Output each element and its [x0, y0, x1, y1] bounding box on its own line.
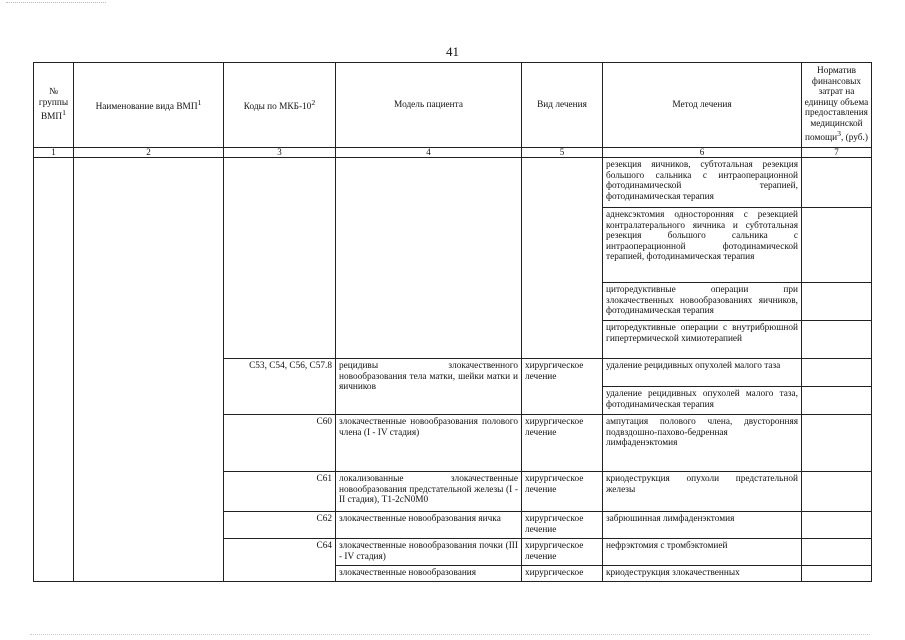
header-icd-codes: [224, 63, 336, 148]
cost-cell: [802, 512, 872, 539]
cost-cell: [802, 472, 872, 512]
treatment-method-cell: нефрэктомия с тромбэктомией: [603, 539, 802, 566]
treatment-method-cell: удаление рецидивных опухолей малого таза: [603, 359, 802, 387]
header-patient-model: Модель пациента: [336, 63, 522, 148]
column-number: 5: [522, 148, 603, 158]
header-vmp-name-text: Наименование вида ВМП: [95, 101, 198, 112]
header-icd-codes-text: Коды по МКБ-10: [243, 101, 312, 112]
header-group-number-text: № группы ВМП: [38, 87, 69, 123]
treatment-type-cell: хирургическое лечение: [522, 512, 603, 539]
patient-model-cell: злокачественные новообразования полового члена (I - IV стадия): [336, 415, 522, 472]
cost-cell: [802, 158, 872, 208]
column-number: 3: [224, 148, 336, 158]
cost-cell: [802, 566, 872, 582]
icd-code-cell: C62: [224, 512, 336, 539]
cost-cell: [802, 387, 872, 415]
header-cost-norm: [802, 63, 872, 148]
patient-model-cell: злокачественные новообразования: [336, 566, 522, 582]
vmp-name-cell: [74, 158, 224, 582]
treatment-method-cell: забрюшинная лимфаденэктомия: [603, 512, 802, 539]
header-vmp-name: [74, 63, 224, 148]
treatment-method-cell: ампутация полового члена, двусторонняя подвздошно-пахово-бедренная лимфаденэктомия: [603, 415, 802, 472]
footnote-ref: 2: [311, 97, 316, 107]
header-cost-norm-text: Норматив финансовых затрат на единицу объема предоставления медицинской помощи: [804, 66, 869, 144]
group-number-cell: [34, 158, 74, 582]
treatment-type-cell: хирургическое лечение: [522, 359, 603, 415]
icd-code-cell: C61: [224, 472, 336, 512]
treatment-method-cell: резекция яичников, субтотальная резекция большого сальника с интраоперационной фотодинамической терапией, фотодинамическая терапия: [603, 158, 802, 208]
vmp-table: [33, 62, 872, 582]
scan-edge-mark: [6, 2, 106, 4]
treatment-method-cell: циторедуктивные операции при злокачественных новообразованиях яичников, фотодинамическая терапия: [603, 283, 802, 321]
cost-cell: [802, 208, 872, 283]
treatment-type-cell: хирургическое: [522, 566, 603, 582]
cost-cell: [802, 359, 872, 387]
header-cost-norm-unit: , (руб.): [841, 133, 868, 144]
treatment-method-cell: аднексэктомия односторонняя с резекцией контралатерального яичника и субтотальная резекция большого сальника с интраоперационной фотодинамической терапией, фотодинамическая терапия: [603, 208, 802, 283]
column-number-row: [34, 148, 872, 158]
treatment-type-cell: хирургическое лечение: [522, 539, 603, 566]
patient-model-cell: злокачественные новообразования яичка: [336, 512, 522, 539]
scan-edge-mark: [30, 634, 870, 635]
treatment-method-cell: удаление рецидивных опухолей малого таза, фотодинамическая терапия: [603, 387, 802, 415]
header-row: [34, 63, 872, 148]
footnote-ref: 1: [62, 108, 67, 118]
cost-cell: [802, 415, 872, 472]
icd-code-cell: C53, C54, C56, C57.8: [224, 359, 336, 415]
patient-model-cell: [336, 158, 522, 359]
table-row: [34, 158, 872, 208]
column-number: 7: [802, 148, 872, 158]
cost-cell: [802, 321, 872, 359]
footnote-ref: 1: [197, 97, 202, 107]
column-number: 4: [336, 148, 522, 158]
column-number: 6: [603, 148, 802, 158]
column-number: 2: [74, 148, 224, 158]
column-number: 1: [34, 148, 74, 158]
icd-code-cell: [224, 158, 336, 359]
cost-cell: [802, 539, 872, 566]
patient-model-cell: локализованные злокачественные новообразования предстательной железы (I - II стадия), T1-2cN0M0: [336, 472, 522, 512]
treatment-method-cell: криодеструкция злокачественных: [603, 566, 802, 582]
header-treatment-method: Метод лечения: [603, 63, 802, 148]
icd-code-cell: C60: [224, 415, 336, 472]
page-number: 41: [446, 44, 459, 59]
header-treatment-type: Вид лечения: [522, 63, 603, 148]
footnote-ref: 3: [837, 129, 842, 139]
treatment-type-cell: хирургическое лечение: [522, 472, 603, 512]
patient-model-cell: злокачественные новообразования почки (III - IV стадия): [336, 539, 522, 566]
treatment-method-cell: циторедуктивные операции с внутрибрюшной гипертермической химиотерапией: [603, 321, 802, 359]
treatment-method-cell: криодеструкция опухоли предстательной железы: [603, 472, 802, 512]
treatment-type-cell: [522, 158, 603, 359]
header-group-number: [34, 63, 74, 148]
icd-code-cell: C64: [224, 539, 336, 582]
patient-model-cell: рецидивы злокачественного новообразования тела матки, шейки матки и яичников: [336, 359, 522, 415]
cost-cell: [802, 283, 872, 321]
treatment-type-cell: хирургическое лечение: [522, 415, 603, 472]
